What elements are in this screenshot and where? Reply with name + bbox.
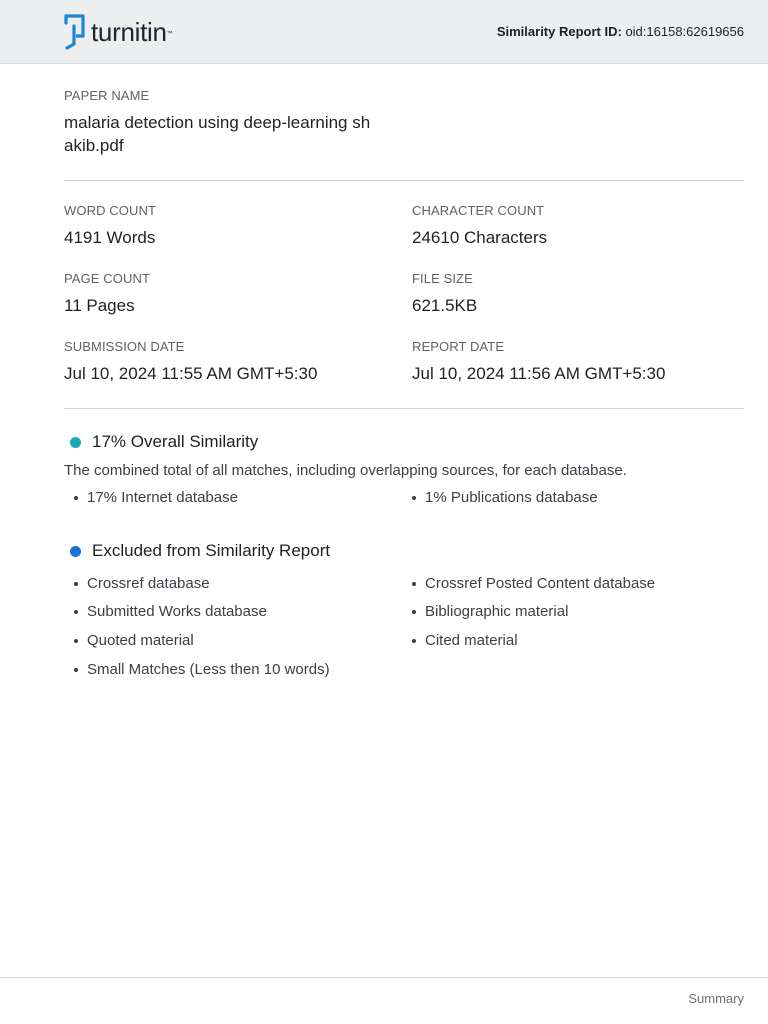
similarity-item-internet: 17% Internet database (87, 489, 238, 506)
page-count-value: 11 Pages (64, 296, 135, 315)
paper-name-line-2: akib.pdf (64, 136, 124, 155)
excluded-title: Excluded from Similarity Report (92, 541, 331, 560)
bullet-icon (74, 496, 78, 500)
excluded-dot-icon (70, 546, 81, 557)
report-date-value: Jul 10, 2024 11:56 AM GMT+5:30 (412, 364, 666, 383)
list-item (412, 575, 655, 592)
list-item (412, 603, 568, 620)
list-item (74, 603, 267, 620)
paper-name-line-1: malaria detection using deep-learning sh (64, 113, 371, 132)
report-header (0, 0, 768, 64)
turnitin-logo-icon (63, 14, 87, 50)
file-size-value: 621.5KB (412, 296, 478, 315)
bullet-icon (74, 582, 78, 586)
footer-summary-label: Summary (688, 991, 744, 1006)
excluded-item: Small Matches (Less then 10 words) (87, 661, 330, 678)
character-count-label: CHARACTER COUNT (412, 203, 545, 218)
divider-middle (64, 408, 744, 409)
report-date-label: REPORT DATE (412, 339, 505, 354)
bullet-icon (74, 639, 78, 643)
excluded-item: Crossref Posted Content database (425, 575, 656, 592)
excluded-item: Submitted Works database (87, 603, 267, 620)
excluded-item: Crossref database (87, 575, 210, 592)
file-size-label: FILE SIZE (412, 271, 473, 286)
report-id-value: oid:16158:62619656 (625, 24, 744, 39)
similarity-description: The combined total of all matches, including overlapping sources, for each database. (64, 462, 627, 479)
list-item (74, 489, 238, 506)
excluded-item: Cited material (425, 632, 518, 649)
similarity-item-publications: 1% Publications database (425, 489, 598, 506)
word-count-label: WORD COUNT (64, 203, 156, 218)
submission-date-value: Jul 10, 2024 11:55 AM GMT+5:30 (64, 364, 318, 383)
divider-top (64, 180, 744, 181)
report-id (497, 24, 744, 39)
bullet-icon (412, 610, 416, 614)
page-count-label: PAGE COUNT (64, 271, 150, 286)
word-count-value: 4191 Words (64, 228, 156, 247)
bullet-icon (412, 582, 416, 586)
submission-date-label: SUBMISSION DATE (64, 339, 185, 354)
character-count-value: 24610 Characters (412, 228, 548, 247)
list-item (412, 632, 518, 649)
excluded-heading (70, 541, 330, 561)
report-id-label: Similarity Report ID: (496, 24, 622, 39)
list-item (412, 489, 598, 506)
brand-name: turnitin (91, 17, 167, 47)
similarity-heading (70, 432, 258, 452)
bullet-icon (74, 610, 78, 614)
turnitin-logo (63, 13, 173, 51)
list-item (74, 575, 210, 592)
list-item (74, 632, 194, 649)
trademark-icon: ™ (166, 31, 173, 37)
excluded-item: Quoted material (87, 632, 194, 649)
excluded-item: Bibliographic material (425, 603, 569, 620)
paper-name-label: PAPER NAME (64, 88, 150, 103)
bullet-icon (412, 496, 416, 500)
bullet-icon (74, 668, 78, 672)
similarity-dot-icon (70, 437, 81, 448)
list-item (74, 661, 330, 678)
footer-divider (0, 977, 768, 978)
bullet-icon (412, 639, 416, 643)
similarity-title: 17% Overall Similarity (92, 432, 259, 451)
